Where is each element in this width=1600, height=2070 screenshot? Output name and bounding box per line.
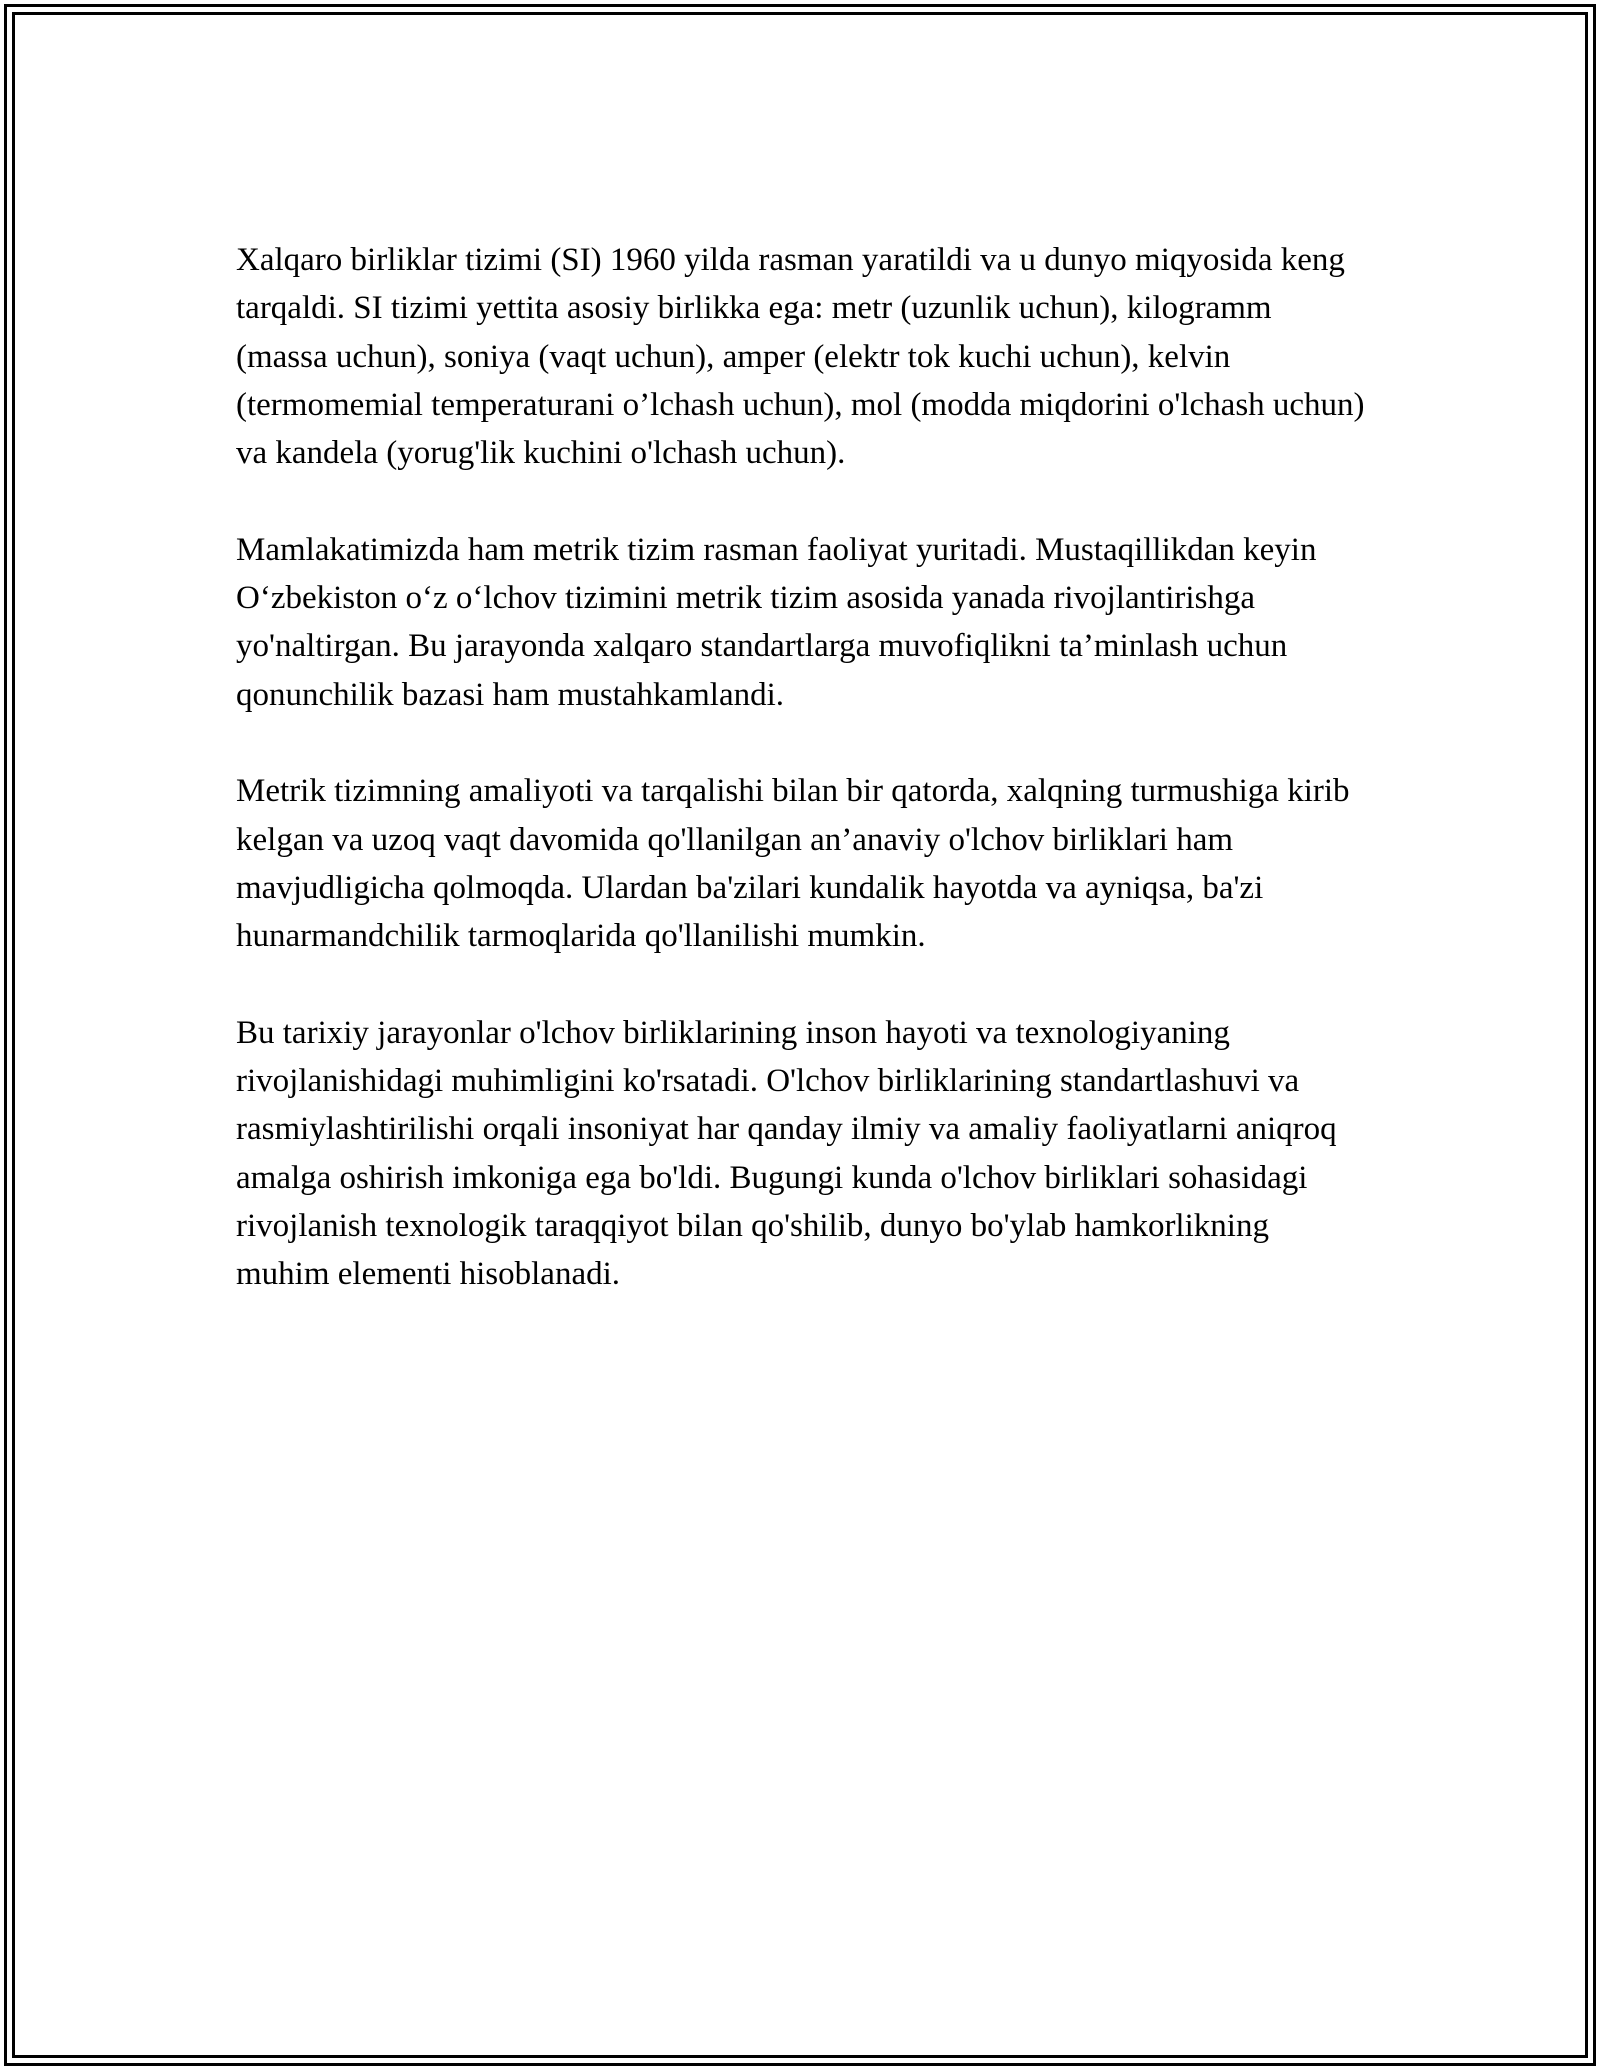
- paragraph-si-system: Xalqaro birliklar tizimi (SI) 1960 yilda rasman yaratildi va u dunyo miqyosida keng tarqaldi. SI tizimi yettita asosiy birlikka ega: metr (uzunlik uchun), kilogramm (massa uchun), soniya (vaqt uchun), amper (elektr tok kuchi uchun), kelvin (termomemial temperaturani o’lchash uchun), mol (modda miqdorini o'lchash uchun) va kandela (yorug'lik kuchini o'lchash uchun).: [236, 242, 1365, 472]
- document-body: [236, 236, 1368, 1299]
- paragraph-traditional-units: Metrik tizimning amaliyoti va tarqalishi bilan bir qatorda, xalqning turmushiga kirib kelgan va uzoq vaqt davomida qo'llanilgan an’anaviy o'lchov birliklari ham mavjudligicha qolmoqda. Ulardan ba'zilari kundalik hayotda va ayniqsa, ba'zi hunarmandchilik tarmoqlarida qo'llanilishi mumkin.: [236, 773, 1350, 955]
- paragraph-metric-uzbekistan: Mamlakatimizda ham metrik tizim rasman faoliyat yuritadi. Mustaqillikdan keyin O‘zbekiston o‘z o‘lchov tizimini metrik tizim asosida yanada rivojlantirishga yo'naltirgan. Bu jarayonda xalqaro standartlarga muvofiqlikni ta’minlash uchun qonunchilik bazasi ham mustahkamlandi.: [236, 531, 1317, 713]
- paragraph-conclusion: Bu tarixiy jarayonlar o'lchov birliklarining inson hayoti va texnologiyaning rivojlanishidagi muhimligini ko'rsatadi. O'lchov birliklarining standartlashuvi va rasmiylashtirilishi orqali insoniyat har qanday ilmiy va amaliy faoliyatlarni aniqroq amalga oshirish imkoniga ega bo'ldi. Bugungi kunda o'lchov birliklari sohasidagi rivojlanish texnologik taraqqiyot bilan qo'shilib, dunyo bo'ylab hamkorlikning muhim elementi hisoblanadi.: [236, 1014, 1337, 1293]
